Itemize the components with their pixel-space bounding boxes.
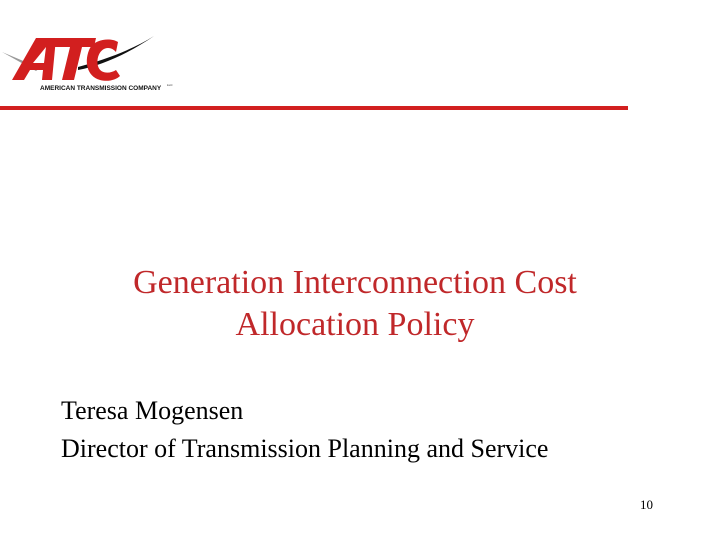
logo-trademark: LLC: [167, 83, 173, 87]
slide-title: [60, 262, 650, 346]
slide-title-line-2: Allocation Policy: [235, 306, 475, 343]
presenter-name: Teresa Mogensen: [61, 396, 244, 425]
header-rule: [0, 106, 628, 110]
atc-logo: [0, 30, 180, 100]
logo-company-name: AMERICAN TRANSMISSION COMPANY: [40, 85, 162, 92]
presenter-block: [61, 392, 548, 468]
slide-title-line-1: Generation Interconnection Cost: [133, 264, 577, 301]
presenter-position: Director of Transmission Planning and Service: [61, 434, 549, 463]
atc-logo-graphic: [0, 30, 180, 100]
page-number: 10: [640, 497, 653, 512]
